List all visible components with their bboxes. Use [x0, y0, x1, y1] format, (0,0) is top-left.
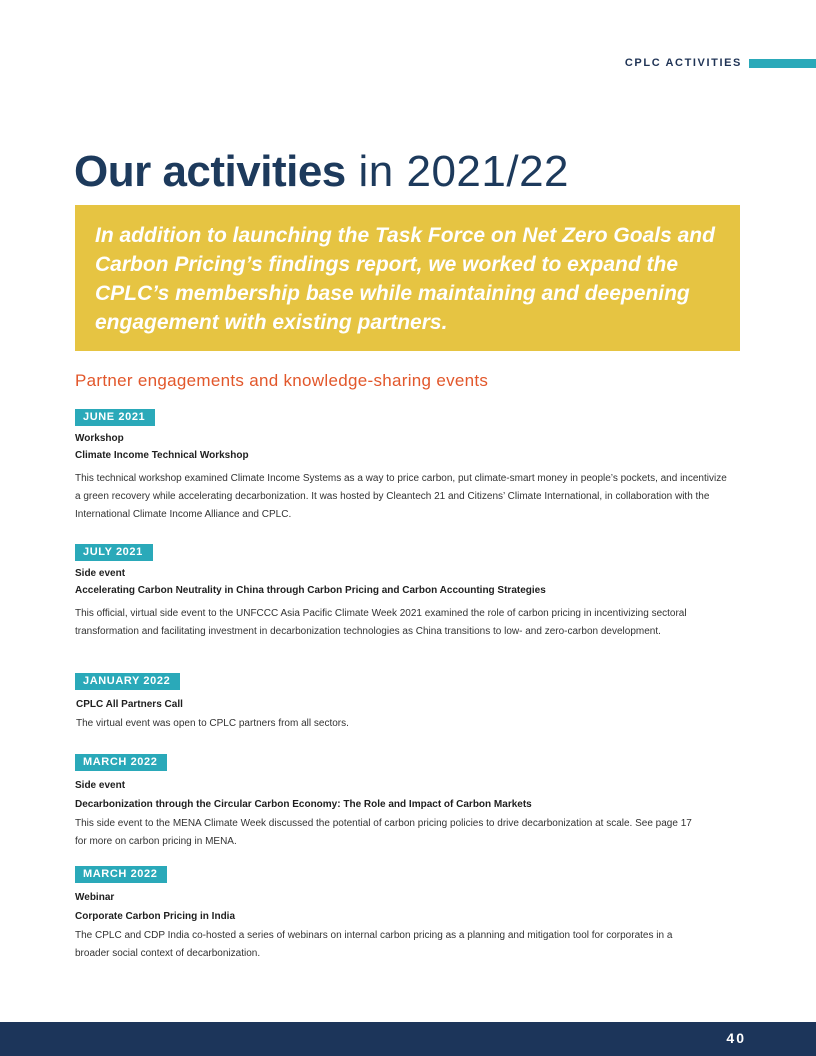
event-type: Side event	[75, 780, 126, 791]
event-title: CPLC All Partners Call	[76, 699, 183, 710]
event-title: Accelerating Carbon Neutrality in China through Carbon Pricing and Carbon Accounting Strategies	[75, 585, 546, 596]
event-title: Decarbonization through the Circular Carbon Economy: The Role and Impact of Carbon Markets	[75, 799, 532, 810]
date-badge: MARCH 2022	[75, 754, 167, 771]
date-badge: JULY 2021	[75, 544, 153, 561]
event-type: Workshop	[75, 433, 124, 444]
event-description: This technical workshop examined Climate Income Systems as a way to price carbon, put climate-smart money in people’s pockets, and incentivize a green recovery while accelerating decarbonization. It was hosted by Cleantech 21 and Citizens’ Climate International, in collaboration with the International Climate Income Alliance and CPLC.	[75, 473, 727, 520]
header-accent-bar	[749, 59, 816, 68]
date-badge: MARCH 2022	[75, 866, 167, 883]
date-badge: JUNE 2021	[75, 409, 155, 426]
running-head: CPLC ACTIVITIES	[624, 57, 742, 69]
section-heading: Partner engagements and knowledge-sharing events	[75, 371, 489, 390]
event-title: Corporate Carbon Pricing in India	[75, 911, 236, 922]
event-item	[75, 671, 735, 733]
footer-bar	[0, 1022, 816, 1056]
page-title-light: in 2021/22	[345, 147, 570, 196]
event-type: Webinar	[75, 892, 115, 903]
event-description: This official, virtual side event to the UNFCCC Asia Pacific Climate Week 2021 examined the role of carbon pricing in incentivizing sectoral transformation and facilitating investment in decarbonization technologies as China transitions to low- and zero-carbon development.	[75, 608, 687, 637]
page-number: 40	[726, 1030, 746, 1046]
event-type: Side event	[75, 568, 126, 579]
date-badge: JANUARY 2022	[75, 673, 180, 690]
event-description: This side event to the MENA Climate Week discussed the potential of carbon pricing policies to drive decarbonization at scale. See page 17 for more on carbon pricing in MENA.	[75, 818, 692, 847]
highlight-text: In addition to launching the Task Force on Net Zero Goals and Carbon Pricing’s findings report, we worked to expand the CPLC’s membership base while maintaining and deepening engagement with existing partners.	[95, 224, 715, 334]
highlight-box	[75, 205, 740, 351]
event-title: Climate Income Technical Workshop	[75, 450, 249, 461]
event-item	[75, 752, 735, 851]
event-item	[75, 407, 735, 524]
event-description: The virtual event was open to CPLC partners from all sectors.	[76, 718, 349, 729]
page-title	[74, 142, 569, 202]
event-description: The CPLC and CDP India co-hosted a series of webinars on internal carbon pricing as a planning and mitigation tool for corporates in a broader social context of decarbonization.	[75, 930, 673, 959]
event-item	[75, 864, 735, 963]
event-item	[75, 542, 735, 641]
page-title-bold: Our activities	[74, 147, 346, 196]
